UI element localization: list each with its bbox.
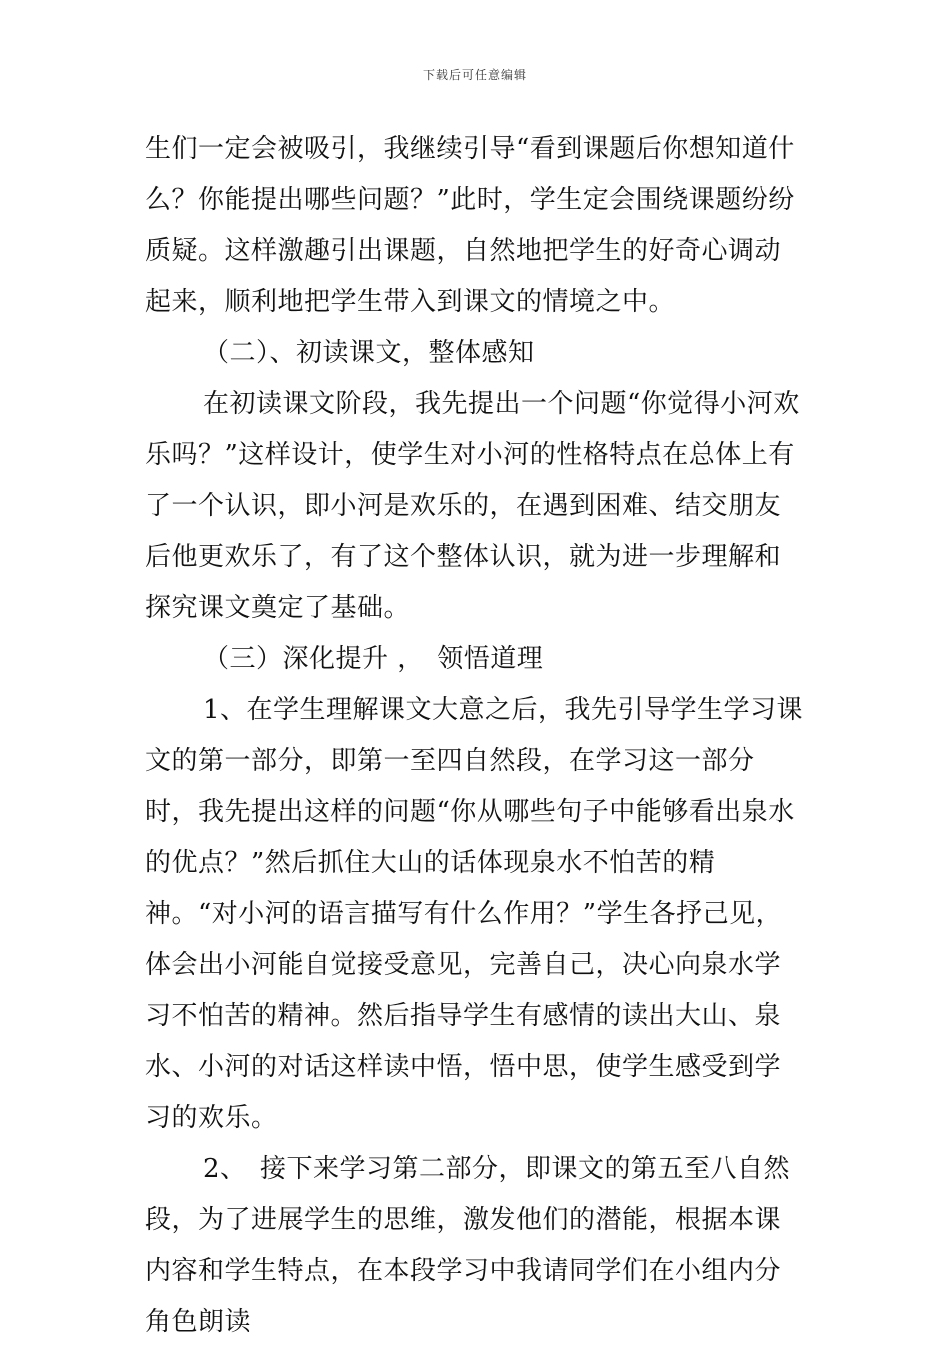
document-body [145,124,807,1348]
paragraph-point-1: 1、在学生理解课文大意之后，我先引导学生学习课文的第一部分，即第一至四自然段，在学习这一部分时，我先提出这样的问题“你从哪些句子中能够看出泉水的优点？”然后抓住大山的话体现泉水不怕苦的精神。“对小河的语言描写有什么作用？”学生各抒己见，体会出小河能自觉接受意见，完善自己，决心向泉水学习不怕苦的精神。然后指导学生有感情的读出大山、泉水、小河的对话这样读中悟，悟中思，使学生感受到学习的欢乐。 [145,695,804,1133]
paragraph-point-2: 2、 接下来学习第二部分，即课文的第五至八自然段，为了进展学生的思维，激发他们的潜能，根据本课内容和学生特点，在本段学习中我请同学们在小组内分角色朗读 [145,1154,791,1337]
paragraph-initial-reading: 在初读课文阶段，我先提出一个问题“你觉得小河欢乐吗？”这样设计，使学生对小河的性格特点在总体上有了一个认识，即小河是欢乐的，在遇到困难、结交朋友后他更欢乐了，有了这个整体认识，就为进一步理解和探究课文奠定了基础。 [145,389,800,623]
page-header: 下载后可任意编辑 [422,68,527,82]
section-heading-2: （二）、初读课文，整体感知 [203,338,535,368]
paragraph-continuation: 生们一定会被吸引，我继续引导“看到课题后你想知道什么？你能提出哪些问题？”此时，学生定会围绕课题纷纷质疑。这样激趣引出课题，自然地把学生的好奇心调动起来，顺利地把学生带入到课文的情境之中。 [145,134,795,317]
section-heading-3: （三）深化提升 ， 领悟道理 [203,644,544,674]
